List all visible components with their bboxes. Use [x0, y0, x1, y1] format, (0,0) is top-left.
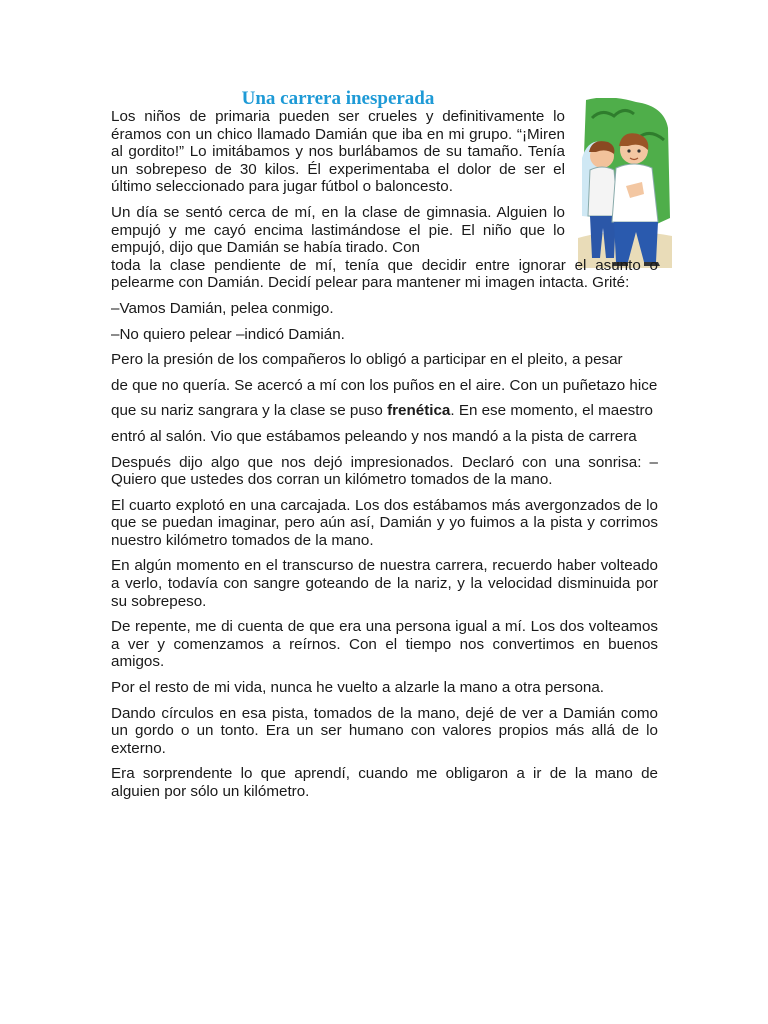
paragraph: toda la clase pendiente de mí, tenía que decidir entre ignorar el asunto o pelearme con Damián. Decidí pelear para mantener mi imagen intacta. Grité:: [111, 256, 658, 292]
paragraph: Era sorprendente lo que aprendí, cuando me obligaron a ir de la mano de alguien por sólo un kilómetro.: [111, 765, 658, 800]
paragraph: –Vamos Damián, pelea conmigo.: [111, 299, 334, 317]
text-run: que su nariz sangrara y la clase se puso: [111, 402, 388, 420]
story-text: [111, 108, 658, 809]
paragraph: Después dijo algo que nos dejó impresionados. Declaró con una sonrisa: –Quiero que ustedes dos corran un kilómetro tomados de la mano.: [111, 453, 658, 489]
paragraph: de que no quería. Se acercó a mí con los puños en el aire. Con un puñetazo hice: [111, 376, 658, 394]
paragraph: El cuarto explotó en una carcajada. Los dos estábamos más avergonzados de lo que se puedan imaginar, pero aún así, Damián y yo fuimos a la pista y corrimos nuestro kilómetro tomados de la mano.: [111, 496, 658, 549]
page-title: Una carrera inesperada: [241, 88, 435, 109]
paragraph: Dando círculos en esa pista, tomados de la mano, dejé de ver a Damián como un gordo o un tonto. Era un ser humano con valores propios más allá de lo externo.: [111, 704, 658, 757]
paragraph: Un día se sentó cerca de mí, en la clase de gimnasia. Alguien lo empujó y me cayó encima lastimándose el pie. El niño que lo empujó, dijo que Damián se había tirado. Con: [111, 203, 565, 257]
paragraph: De repente, me di cuenta de que era una persona igual a mí. Los dos volteamos a ver y comenzamos a reírnos. Con el tiempo nos convertimos en buenos amigos.: [111, 618, 658, 671]
paragraph: En algún momento en el transcurso de nuestra carrera, recuerdo haber volteado a verlo, todavía con sangre goteando de la nariz, y la velocidad disminuida por su sobrepeso.: [111, 557, 658, 610]
paragraph: entró al salón. Vio que estábamos peleando y nos mandó a la pista de carrera: [111, 427, 637, 445]
paragraph: Por el resto de mi vida, nunca he vuelto a alzarle la mano a otra persona.: [111, 679, 605, 697]
paragraph: Pero la presión de los compañeros lo obligó a participar en el pleito, a pesar: [111, 351, 623, 369]
text-run: . En ese momento, el maestro: [450, 402, 653, 420]
bold-word: frenética: [387, 402, 451, 420]
paragraph: [111, 402, 658, 420]
paragraph: Los niños de primaria pueden ser crueles y definitivamente lo éramos con un chico llamado Damián que iba en mi grupo. “¡Miren al gordito!” Lo imitábamos y nos burlábamos de su tamaño. Tenía un sobrepeso de 30 kilos. Él experimentaba el dolor de ser el último seleccionado para jugar fútbol o baloncesto.: [111, 108, 565, 196]
paragraph: –No quiero pelear –indicó Damián.: [111, 325, 345, 343]
